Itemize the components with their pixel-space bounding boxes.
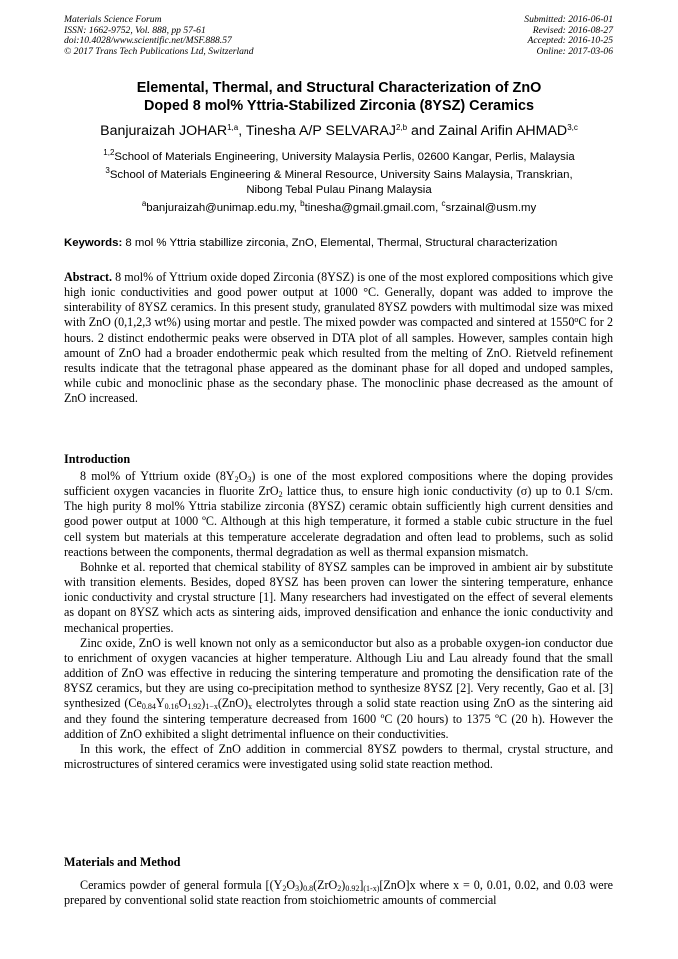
affiliation-mark: 1,2 (103, 148, 115, 157)
journal-issn: ISSN: 1662-9752, Vol. 888, pp 57-61 (64, 24, 206, 36)
email-list: $^a$banjuraizah@unimap.edu.my, $^b$tinesha@gmail.gmail.com, $^c$srzainal@usm.my (141, 199, 537, 214)
email: srzainal@usm.my (445, 202, 537, 214)
paragraph-text: Zinc oxide, ZnO is well known not only as a semiconductor but also as a probable oxygen-ion conductor due to enrichment of oxygen vacancies at higher temperature. Although Liu and Lau already found that the small addition of ZnO was effective in reducing the sintering temperature and promoting the densification rate of the 8YSZ ceramics, but they are using co-precipitation method to synthesize 8YSZ [2]. Very recently, Gao et al. [3] synthesized (Ce (64, 635, 613, 711)
subscript: 0.84 (141, 702, 156, 712)
paragraph: Bohnke et al. reported that chemical stability of 8YSZ samples can be improved in ambient air by substitute with transition elements. Besides, doped 8YSZ has been proven can lower the sintering temperature, enhance ionic conductivity and crystal structure [1]. Many researchers had investigated on the effect of several elements as dopant on 8YSZ which acts as sintering aids, improved densification and enhance the ionic conductivity and mechanical properties. (64, 559, 613, 635)
paragraph-text: (ZnO) (217, 696, 249, 711)
email-mark: c (441, 199, 446, 208)
paragraph-text: lattice thus, to ensure high ionic conductivity (σ) up to 0.1 S/cm. The high purity 8 mol% Yttria stabilize zirconia (8YSZ) ceramic obtain sufficiently high current densities and good power output at 1000 ºC. Although at this high temperature, it formed a stable cubic structure in the fuel cell system but materials at this temperature accelerate degradation and often lead to problems, such as solid reactions between the components, thermal degradation as well as thermal expansion mismatch. (64, 484, 613, 559)
paragraph-text: Ceramics powder of general formula [(Y (80, 878, 283, 892)
date-submitted: Submitted: 2016-06-01 (524, 14, 613, 25)
paragraph-text: ] (359, 878, 364, 892)
author-separator: , (238, 123, 246, 139)
date-online: Online: 2017-03-06 (536, 45, 613, 57)
subscript: 2 (282, 884, 287, 893)
subscript: 3 (295, 884, 300, 893)
author-name: Zainal Arifin AHMAD (438, 123, 568, 139)
date-revised: Revised: 2016-08-27 (532, 24, 613, 36)
paragraph-text: 8 mol% of Yttrium oxide (8Y (80, 469, 235, 483)
subscript: 0.8 (303, 884, 314, 893)
subscript: 2 (337, 884, 342, 893)
keywords (64, 236, 614, 250)
author-mark: 3,c (567, 123, 578, 132)
title-line-2: Doped 8 mol% Yttria-Stabilized Zirconia (8YSZ) Ceramics (144, 98, 534, 114)
materials-method-body (64, 878, 613, 908)
email-mark: a (141, 199, 147, 208)
author-name: Tinesha A/P SELVARAJ (245, 123, 396, 139)
abstract-text: 8 mol% of Yttrium oxide doped Zirconia (8YSZ) is one of the most explored compositions which give high ionic conductivities and good power output at 1000 °C. Generally, dopant was added to improve the sinterability of 8YSZ ceramics. In this present study, granulated 8YSZ powders with multimodal size was mixed with ZnO (0,1,2,3 wt%) using mortar and pestle. The mixed powder was compacted and sintered at 1550 (64, 270, 613, 330)
affiliation-mark: 3 (105, 166, 110, 175)
email: banjuraizah@unimap.edu.my (146, 202, 294, 214)
abstract (64, 270, 613, 406)
affiliation (64, 150, 614, 165)
paper-title (64, 79, 614, 115)
paragraph-text: O (286, 878, 296, 892)
subscript: 0.92 (345, 884, 360, 893)
paragraph-text: [ZnO]x where x = 0, 0.01, 0.02, and 0.03 were prepared by conventional solid state reaction from stoichiometric amounts of commercial (64, 878, 613, 908)
paragraph-text: (ZrO (313, 878, 338, 892)
subscript: 2 (278, 490, 283, 500)
paragraph-text: O (238, 469, 248, 483)
keywords-text: 8 mol % Yttria stabillize zirconia, ZnO, Elemental, Thermal, Structural characterization (122, 237, 558, 249)
subscript: 1−x (205, 702, 218, 712)
date-accepted: Accepted: 2016-10-25 (527, 35, 613, 47)
subscript: 1.92 (187, 702, 202, 712)
paragraph-text: ) (201, 696, 206, 711)
paragraph-text: O (178, 696, 188, 711)
subscript: 2 (234, 475, 239, 484)
section-heading-introduction: Introduction (64, 452, 131, 466)
email-mark: b (300, 199, 305, 208)
author-and: and (407, 123, 439, 139)
degree-mark: o (574, 315, 579, 325)
subscript: 3 (247, 475, 252, 484)
introduction-body (64, 469, 613, 772)
abstract-label: Abstract. (64, 270, 113, 284)
paragraph-text: ) (341, 878, 346, 892)
title-line-1: Elemental, Thermal, and Structural Characterization of ZnO (136, 80, 542, 96)
affiliation-text: School of Materials Engineering, University Malaysia Perlis, 02600 Kangar, Perlis, Malaysia (114, 151, 575, 163)
subscript: x (248, 702, 253, 712)
section-heading-materials-method: Materials and Method (64, 855, 181, 869)
paragraph (64, 636, 613, 742)
paragraph-text: Y (155, 696, 165, 711)
subscript: (1-x) (363, 884, 380, 893)
journal-info (64, 15, 254, 57)
paragraph-text: ) is one of the most explored compositions where the doping provides sufficient oxygen vacancies in fluorite ZrO (64, 469, 613, 499)
paragraph: In this work, the effect of ZnO addition in commercial 8YSZ powders to thermal, crystal structure, and microstructures of sintered ceramics were investigated using solid state reaction method. (64, 741, 613, 771)
author-mark: 2,b (395, 123, 408, 132)
affiliation (64, 168, 614, 197)
author-mark: 1,a (227, 123, 239, 132)
paragraph (64, 469, 613, 560)
paragraph-text: ) (299, 878, 304, 892)
author-name: Banjuraizah JOHAR (100, 123, 228, 139)
paragraph-text: electrolytes through a solid state reaction using ZnO as the sintering aid and they found the sintering temperature decreased from 1600 ºC (20 hours) to 1375 ºC (20 h). However the addition of ZnO exhibited a slight detrimental influence on their conductivities. (64, 696, 613, 741)
subscript: 0.16 (164, 702, 179, 712)
affiliation-text: School of Materials Engineering & Mineral Resource, University Sains Malaysia, Transkrian, (109, 169, 573, 181)
author-list (64, 123, 614, 140)
dates-info (524, 15, 613, 57)
abstract-text: C for 2 hours. 2 distinct endothermic peaks were observed in DTA plot of all samples. However, samples contain high amount of ZnO had a broader endothermic peak which resulted from the melting of ZnO. Rietveld refinement results indicate that the tetragonal phase appeared as the dominant phase for all doped and undoped samples, while cubic and monoclinic phase as the secondary phase. The monoclinic phase decreased as the amount of ZnO increased. (64, 315, 614, 406)
journal-doi: doi:10.4028/www.scientific.net/MSF.888.57 (64, 35, 232, 47)
paragraph (64, 878, 613, 908)
email: tinesha@gmail.gmail.com (304, 202, 436, 214)
affiliation-text: Nibong Tebal Pulau Pinang Malaysia (246, 183, 432, 196)
journal-name: Materials Science Forum (64, 14, 162, 25)
journal-copyright: © 2017 Trans Tech Publications Ltd, Switzerland (64, 45, 254, 57)
keywords-label: Keywords: (64, 237, 123, 249)
